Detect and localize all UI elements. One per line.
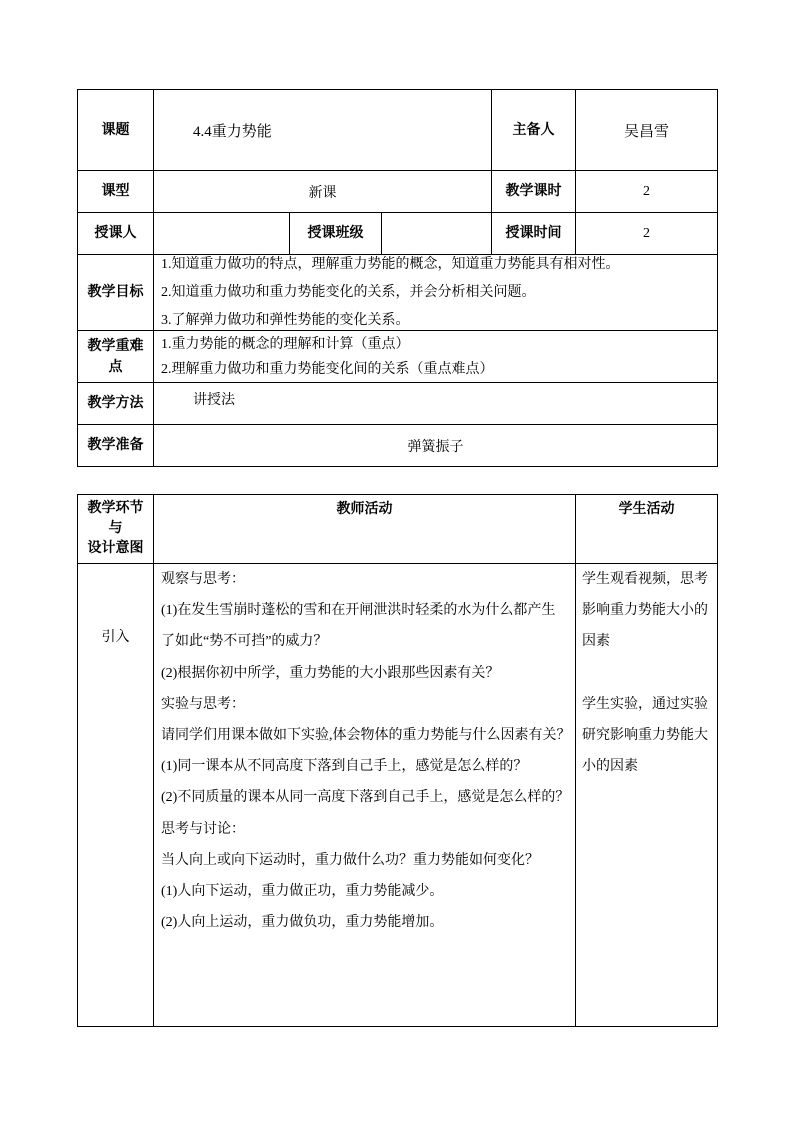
preparer-label: 主备人 [512,122,555,138]
stage-header-line: 教学环节 [87,501,144,516]
teacher-activity-line: 实验与思考： [161,696,245,712]
method-value: 讲授法 [193,392,235,408]
lesson-type-label: 课型 [101,184,130,199]
stage-header-cell [78,495,153,563]
objectives-label-cell [78,255,153,330]
preparation-label: 教学准备 [87,438,144,453]
student-activity-line: 小的因素 [582,759,638,775]
instructor-value-cell [154,213,289,254]
student-activity-header-cell [576,495,717,563]
student-activity-paragraph [582,689,708,783]
teacher-activity-line: 观察与思考： [161,572,245,587]
teacher-activity-line: 请同学们用课本做如下实验,体会物体的重力势能与什么因素有关？ [161,727,571,743]
instructor-label-cell [78,213,153,254]
teaching-time-label: 授课时间 [505,226,562,241]
teaching-time-label-cell [492,213,575,254]
key-point-item: 2.理解重力做功和重力势能变化间的关系（重点难点） [161,361,494,377]
class-hours-value: 2 [643,183,650,199]
student-activity-line: 影响重力势能大小的 [582,603,708,619]
topic-label: 课题 [101,122,130,138]
teacher-activity-header: 教师活动 [336,502,393,517]
class-hours-label-cell [492,171,575,212]
stage-header-line: 设计意图 [87,541,144,556]
teacher-activity-text [161,564,571,938]
lesson-type-value-cell [154,171,491,212]
teacher-activity-line: (1)同一课本从不同高度下落到自己手上，感觉是怎么样的？ [161,759,528,775]
preparer-label-cell [492,90,575,170]
preparation-value-cell [154,425,717,466]
key-points-label-cell [78,331,153,382]
objective-item: 3.了解弹力做功和弹性势能的变化关系。 [161,312,410,328]
student-activity-line: 研究影响重力势能大 [582,727,708,743]
objectives-list [161,251,620,335]
method-label-cell [78,383,153,424]
teacher-activity-line: (2)人向上运动，重力做负功，重力势能增加。 [161,915,444,931]
student-activity-header: 学生活动 [618,502,675,517]
teacher-activity-line: (2)不同质量的课本从同一高度下落到自己手上，感觉是怎么样的？ [161,790,570,806]
student-activity-line: 学生实验，通过实验 [582,696,708,712]
teaching-time-value-cell [576,213,717,254]
method-label: 教学方法 [87,396,144,411]
stage-header-line: 与 [108,521,123,536]
student-activity-line: 因素 [582,634,610,650]
instructor-label: 授课人 [94,226,137,241]
student-activity-line: 学生观看视频，思考 [582,572,708,587]
student-activity-text [582,564,708,814]
key-point-item: 1.重力势能的概念的理解和计算（重点） [161,336,410,352]
key-points-list [161,332,494,382]
teacher-activity-line: (2)根据你初中所学，重力势能的大小跟那些因素有关？ [161,665,500,681]
teacher-activity-line: (1)人向下运动，重力做正功，重力势能减少。 [161,883,444,899]
teacher-activity-line: 了如此“势不可挡”的威力？ [161,634,328,650]
class-group-label: 授课班级 [307,226,364,241]
objectives-value-cell [154,255,717,330]
topic-label-cell [78,90,153,170]
class-hours-label: 教学课时 [505,184,562,199]
lesson-type-label-cell [78,171,153,212]
preparer-value-cell [576,90,717,170]
class-group-value-cell [382,213,491,254]
stage-name: 引入 [101,630,130,645]
teacher-activity-line: 思考与讨论： [161,821,245,837]
teaching-time-value: 2 [643,225,650,241]
teaching-activity-table [77,494,718,1027]
topic-value-cell [154,90,491,170]
teacher-activity-header-cell [154,495,575,563]
lesson-type-value: 新课 [308,185,337,201]
preparer-value: 吴昌雪 [623,123,669,140]
key-points-label: 教学重难点 [87,338,144,375]
stage-header [88,499,144,559]
stage-cell [78,564,153,1026]
objective-item: 2.知道重力做功和重力势能变化的关系，并会分析相关问题。 [161,284,536,300]
preparation-value: 弹簧振子 [407,439,464,455]
student-activity-cell [576,564,717,1026]
objective-item: 1.知道重力做功的特点，理解重力势能的概念，知道重力势能具有相对性。 [161,256,620,272]
teacher-activity-line: (1)在发生雪崩时蓬松的雪和在开闸泄洪时轻柔的水为什么都产生 [161,603,556,619]
teacher-activity-cell [154,564,575,1026]
method-value-cell [154,383,717,424]
class-group-label-cell [290,213,381,254]
teacher-activity-line: 当人向上或向下运动时，重力做什么功？重力势能如何变化？ [161,852,539,868]
topic-value: 4.4重力势能 [193,123,272,140]
key-points-value-cell [154,331,717,382]
class-hours-value-cell [576,171,717,212]
preparation-label-cell [78,425,153,466]
lesson-info-table [77,89,718,467]
objectives-label: 教学目标 [87,285,144,300]
student-activity-paragraph [582,564,708,658]
